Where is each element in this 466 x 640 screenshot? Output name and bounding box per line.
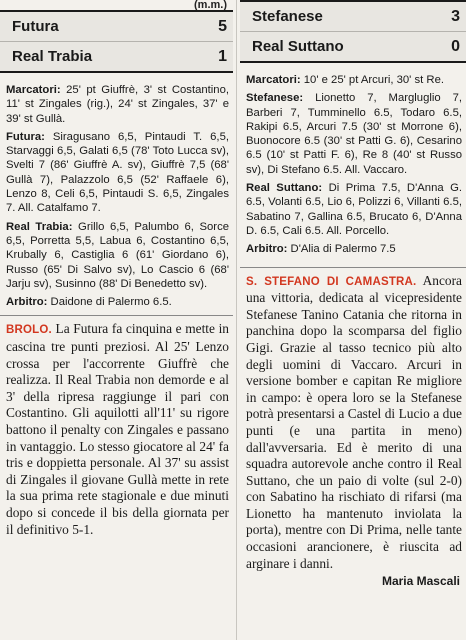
article-text: La Futura fa cinquina e mette in cascina tre punti preziosi. Al 25' Lenzo crossa per l'accorrente Giuffrè che realizza. Il Real Trabia non demorde e al 3' della ripresa raggiunge il pari con Costantino. Gli aquilotti all'11' su rigore battono il penalty con Zingales e passano in vantaggio. Lo stesso giocatore al 24' fa tris e doppietta personale. Al 37' su assist di Zingales il giovane Gullà mette in rete la sua prima rete stagionale e due minuti dopo si concede il bis della giornata per il definitivo 5-1. [6, 321, 229, 537]
scorers-label: Marcatori: [246, 74, 301, 86]
article-brolo [0, 315, 233, 538]
lineup-away [6, 220, 229, 291]
column-divider [236, 0, 237, 640]
scorers-label: Marcatori: [6, 84, 61, 96]
score-row [0, 12, 233, 41]
lineup-home-label: Stefanese: [246, 92, 304, 105]
article-santo-stefano [240, 267, 466, 573]
referee-label: Arbitro: [6, 296, 48, 309]
lineup-away-text: Di Prima 7.5, D'Anna G. 6.5, Volanti 6.5, Lio 6, Polizzi 6, Villanti 6.5, Sabatino 7, Gallina 6.5, Brucato 6, D'Anna D. 6.5, Cali 6.5. All. Porcello. [246, 182, 463, 237]
lineup-away [246, 181, 462, 238]
article-location: S. STEFANO DI CAMASTRA. [246, 275, 417, 288]
scoreboard-stefanese-suttano [240, 0, 466, 63]
right-column [240, 0, 466, 588]
lineup-home [246, 91, 462, 177]
lineup-away-text: Grillo 6,5, Palumbo 6, Sorce 6,5, Porretta 5,5, Labua 6, Costantino 6,5, Krubally 6, Castiglia 6 (61' Giordano 6), Russo (65' Di Salvo sv), Lo Cascio 6 (68' Jarju sv), Susinno (88' Di Benedetto sv). [6, 220, 229, 290]
team-name: Futura [12, 18, 59, 35]
score-row [240, 2, 466, 31]
match-report [240, 73, 466, 257]
referee [246, 242, 462, 256]
author-signature: Maria Mascali [381, 574, 460, 589]
lineup-home-text: Siragusano 6,5, Pintaudi T. 6,5, Starvaggi 6,5, Galati 6,5 (78' Toto Lucca sv), Svelti 7 (86' Giuffrè A. sv), Giuffrè 7,5 (68' Gullà 7), Palazzolo 6,5 (52' Raffaele 6), Lenzo 8, Celi 6,5, Pintaudi S. 6,5, Zingales 7. All. Catalfamo 7. [6, 130, 229, 215]
team-name: Real Trabia [12, 48, 93, 65]
team-goals: 3 [451, 7, 460, 25]
lineup-away-label: Real Suttano: [246, 182, 323, 195]
score-row [0, 41, 233, 71]
referee-label: Arbitro: [246, 243, 288, 256]
lineup-home-label: Futura: [6, 130, 45, 143]
team-goals: 5 [218, 17, 227, 35]
scorers-text: 25' pt Giuffrè, 3' st Costantino, 11' st Zingales (rig.), 24' st Zingales, 37' e 39' st Gullà. [6, 84, 229, 125]
referee [6, 295, 229, 309]
lineup-home-text: Lionetto 7, Margluglio 7, Barberi 7, Tumminello 6.5, Todaro 6.5, Rakipi 6.5, Arcuri 7.5 (30' st Morrone 6), Buonocore 6.5 (30' st Patti G. 6), Cesarino 6.5 (10' st Patti F. 6), Re 8 (40' st Russo sv), Di Stefano 6.5. All. Vaccaro. [246, 92, 462, 176]
scorers-text: 10' e 25' pt Arcuri, 30' st Re. [300, 74, 444, 86]
lineup-away-label: Real Trabia: [6, 220, 73, 233]
team-goals: 0 [451, 37, 460, 55]
match-report [0, 83, 233, 309]
article-location: BROLO. [6, 324, 52, 337]
referee-text: Daidone di Palermo 6.5. [47, 296, 172, 309]
top-cut-text: (m.m.) [194, 0, 227, 10]
scoreboard-futura-trabia [0, 10, 233, 73]
lineup-home [6, 130, 229, 216]
scorers [6, 83, 229, 126]
team-name: Real Suttano [252, 38, 344, 55]
scorers [246, 73, 462, 87]
team-name: Stefanese [252, 8, 323, 25]
left-column [0, 0, 233, 538]
article-text: Ancora una vittoria, dedicata al vicepresidente Stefanese Tanino Catania che ritorna in panchina dopo la scomparsa del figlio Gigi. Grazie al tasso tecnico più alto degli uomini di Vaccaro. Arcuri in versione bomber e capitan Re migliore in campo: è opera loro se la Stefanese potrà presentarsi a Castel di Lucio a due punti (e una partita in meno) dall'avversaria. Ed è merito di una squadra autorevole anche contro il Real Suttano, che un paio di volte (sul 2-0) con Sabatino ha rischiato di rifarsi (ma Lionetto ha mantenuto inviolata la porta), mentre con Di Prima, nelle tante occasioni arancionere, è riuscita ad arginare i danni. [246, 272, 462, 571]
score-row [240, 31, 466, 61]
referee-text: D'Alia di Palermo 7.5 [287, 243, 396, 256]
team-goals: 1 [218, 47, 227, 65]
